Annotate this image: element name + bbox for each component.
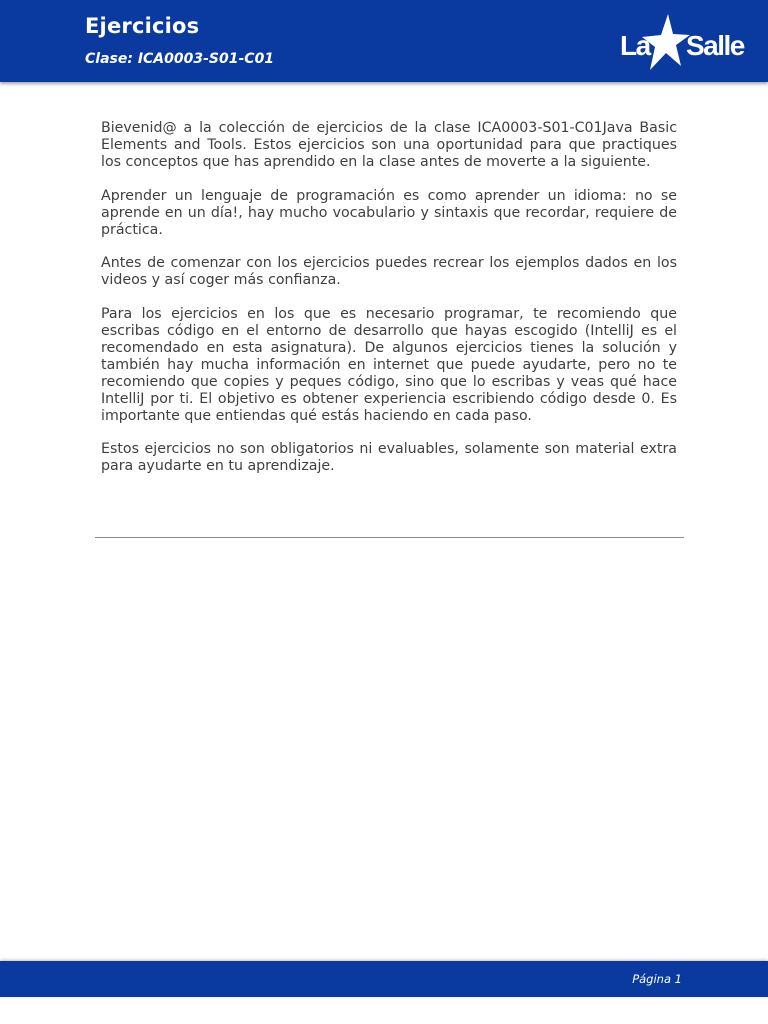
la-salle-logo: [616, 14, 752, 72]
document-body: [101, 120, 677, 492]
logo-text-right: Salle: [686, 30, 744, 61]
document-title: Ejercicios: [85, 14, 200, 38]
paragraph-intro: Bievenid@ a la colección de ejercicios de la clase ICA0003-S01-C01Java Basic Elements and Tools. Estos ejercicios son una oportunidad para que practiques los conceptos que has aprendido en la clase antes de moverte a la siguiente.: [101, 120, 677, 170]
logo-text-left: La: [620, 30, 650, 61]
page-number: Página 1: [632, 972, 682, 986]
star-icon: [642, 14, 690, 70]
paragraph-examples: Antes de comenzar con los ejercicios puedes recrear los ejemplos dados en los videos y así coger más confianza.: [101, 255, 677, 288]
paragraph-optional: Estos ejercicios no son obligatorios ni evaluables, solamente son material extra para ayudarte en tu aprendizaje.: [101, 441, 677, 474]
paragraph-language: Aprender un lenguaje de programación es como aprender un idioma: no se aprende en un día!, hay mucho vocabulario y sintaxis que recordar, requiere de práctica.: [101, 187, 677, 238]
content-divider: [95, 537, 684, 538]
paragraph-programming: Para los ejercicios en los que es necesario programar, te recomiendo que escribas código en el entorno de desarrollo que hayas escogido (IntelliJ es el recomendado en esta asignatura). De algunos ejercicios tienes la solución y también hay mucha información en internet que puede ayudarte, pero no te recomiendo que copies y peques código, sino que lo escribas y veas qué hace IntelliJ por ti. El objetivo es obtener experiencia escribiendo código desde 0. Es importante que entiendas qué estás haciendo en cada paso.: [101, 305, 677, 424]
class-subtitle: Clase: ICA0003-S01-C01: [85, 51, 275, 67]
page-footer: [0, 961, 768, 997]
page-header: [0, 0, 768, 82]
